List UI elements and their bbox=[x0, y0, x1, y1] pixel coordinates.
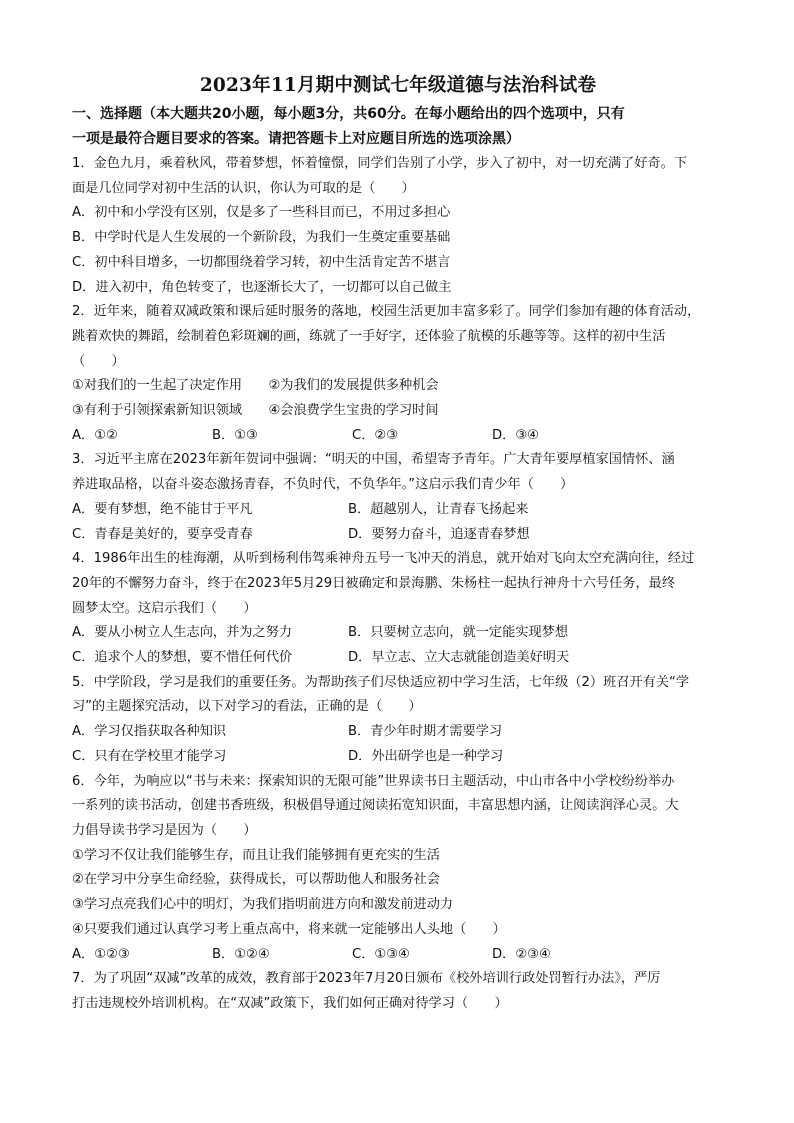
question-3 bbox=[72, 448, 724, 547]
statement: ①对我们的一生起了决定作用 ②为我们的发展提供多种机会 bbox=[72, 378, 439, 394]
option-a: A．学习仅指获取各种知识 bbox=[72, 724, 227, 740]
option-d: D．进入初中，角色转变了，也逐渐长大了，一切都可以自己做主 bbox=[72, 279, 452, 295]
question-text: 习”的主题探究活动，以下对学习的看法，正确的是（ ） bbox=[72, 699, 422, 715]
question-text: 2．近年来，随着双减政策和课后延时服务的落地，校园生活更加丰富多彩了。同学们参加有趣的体育活动， bbox=[72, 304, 701, 320]
exam-title: 2023年11月期中测试七年级道德与法治科试卷 bbox=[199, 75, 597, 96]
question-text: 7．为了巩固“双减”改革的成效，教育部于2023年7月20日颁布《校外培训行政处罚暂行办法》，严厉 bbox=[72, 971, 661, 987]
option-c: C．只有在学校里才能学习 bbox=[72, 748, 227, 764]
question-7 bbox=[72, 967, 724, 1016]
statement: ③有利于引领探索新知识领域 ④会浪费学生宝贵的学习时间 bbox=[72, 403, 439, 419]
question-text: 养进取品格，以奋斗姿态激扬青春，不负时代，不负华年。”这启示我们青少年（ ） bbox=[72, 477, 574, 493]
statement: ②在学习中分享生命经验，获得成长，可以帮助他人和服务社会 bbox=[72, 872, 440, 888]
question-text: 20年的不懈努力奋斗，终于在2023年5月29日被确定和景海鹏、朱杨柱一起执行神舟十六号任务，最终 bbox=[72, 575, 676, 591]
question-text: 4．1986年出生的桂海潮，从听到杨利伟驾乘神舟五号一飞冲天的消息，就开始对飞向太空充满向往，经过 bbox=[72, 551, 695, 567]
option-b: B．只要树立志向，就一定能实现梦想 bbox=[348, 625, 569, 641]
question-text: 5．中学阶段，学习是我们的重要任务。为帮助孩子们尽快适应初中学习生活，七年级（2）班召开有关“学 bbox=[72, 674, 690, 690]
question-1 bbox=[72, 152, 724, 300]
question-4 bbox=[72, 547, 724, 671]
question-text: 力倡导读书学习是因为（ ） bbox=[72, 822, 257, 838]
option-a: A．要从小树立人生志向，并为之努力 bbox=[72, 625, 293, 641]
option-b: B．青少年时期才需要学习 bbox=[348, 724, 503, 740]
option-d: D．早立志、立大志就能创造美好明天 bbox=[348, 650, 570, 666]
options-row bbox=[72, 424, 724, 449]
statement: ③学习点亮我们心中的明灯，为我们指明前进方向和激发前进动力 bbox=[72, 897, 454, 913]
question-text: 跳着欢快的舞蹈，绘制着色彩斑斓的画，练就了一手好字，还体验了航模的乐趣等等。这样的初中生活 bbox=[72, 328, 666, 344]
option-c: C．①③④ bbox=[352, 946, 410, 962]
option-b: B．中学时代是人生发展的一个新阶段，为我们一生奠定重要基础 bbox=[72, 230, 451, 246]
question-text: 打击违规校外培训机构。在“双减”政策下，我们如何正确对待学习（ ） bbox=[72, 995, 508, 1011]
option-d: D．②③④ bbox=[492, 946, 551, 962]
option-d: D．外出研学也是一种学习 bbox=[348, 748, 504, 764]
option-c: C．追求个人的梦想，要不惜任何代价 bbox=[72, 650, 293, 666]
option-a: A．要有梦想，绝不能甘于平凡 bbox=[72, 501, 253, 517]
section-heading-line1: 一、选择题（本大题共20小题，每小题3分，共60分。在每小题给出的四个选项中，只有 bbox=[72, 106, 625, 122]
options-row bbox=[72, 720, 724, 745]
question-text: 1．金色九月，乘着秋风，带着梦想，怀着憧憬，同学们告别了小学，步入了初中，对一切充满了好奇。下 bbox=[72, 156, 688, 171]
question-text: 3．习近平主席在2023年新年贺词中强调：“明天的中国，希望寄予青年。广大青年要厚植家国情怀、涵 bbox=[72, 452, 675, 468]
options-row bbox=[72, 646, 724, 671]
options-row bbox=[72, 498, 724, 523]
question-2 bbox=[72, 300, 724, 448]
option-a: A．初中和小学没有区别，仅是多了一些科目而已，不用过多担心 bbox=[72, 205, 451, 221]
option-b: B．超越别人，让青春飞扬起来 bbox=[348, 501, 529, 517]
question-text: 圆梦太空。这启示我们（ ） bbox=[72, 600, 257, 616]
option-a: A．①② bbox=[72, 427, 118, 443]
option-c: C．青春是美好的，要享受青春 bbox=[72, 526, 253, 542]
question-text: 一系列的读书活动，创建书香班级，积极倡导通过阅读拓宽知识面，丰富思想内涵，让阅读润泽心灵。大 bbox=[72, 798, 679, 814]
question-text: （ ） bbox=[72, 353, 125, 369]
question-text: 6．今年，为响应以“书与未来：探索知识的无限可能”世界读书日主题活动，中山市各中小学校纷纷举办 bbox=[72, 773, 675, 789]
option-b: B．①②④ bbox=[212, 946, 270, 962]
question-5 bbox=[72, 671, 724, 770]
options-row bbox=[72, 745, 724, 770]
option-a: A．①②③ bbox=[72, 946, 130, 962]
section-heading-line2: 一项是最符合题目要求的答案。请把答题卡上对应题目所选的选项涂黑） bbox=[72, 131, 520, 147]
question-6 bbox=[72, 770, 724, 968]
exam-page bbox=[72, 72, 724, 1017]
options-row bbox=[72, 943, 724, 968]
options-row bbox=[72, 621, 724, 646]
option-d: D．③④ bbox=[492, 427, 539, 443]
option-d: D．要努力奋斗，追逐青春梦想 bbox=[348, 526, 530, 542]
statement: ④只要我们通过认真学习考上重点高中，将来就一定能够出人头地（ ） bbox=[72, 921, 506, 937]
option-b: B．①③ bbox=[212, 427, 258, 443]
option-c: C．初中科目增多，一切都围绕着学习转，初中生活肯定苦不堪言 bbox=[72, 254, 451, 270]
statement: ①学习不仅让我们能够生存，而且让我们能够拥有更充实的生活 bbox=[72, 847, 440, 863]
options-row bbox=[72, 523, 724, 548]
option-c: C．②③ bbox=[352, 427, 399, 443]
question-text: 面是几位同学对初中生活的认识，你认为可取的是（ ） bbox=[72, 180, 415, 196]
